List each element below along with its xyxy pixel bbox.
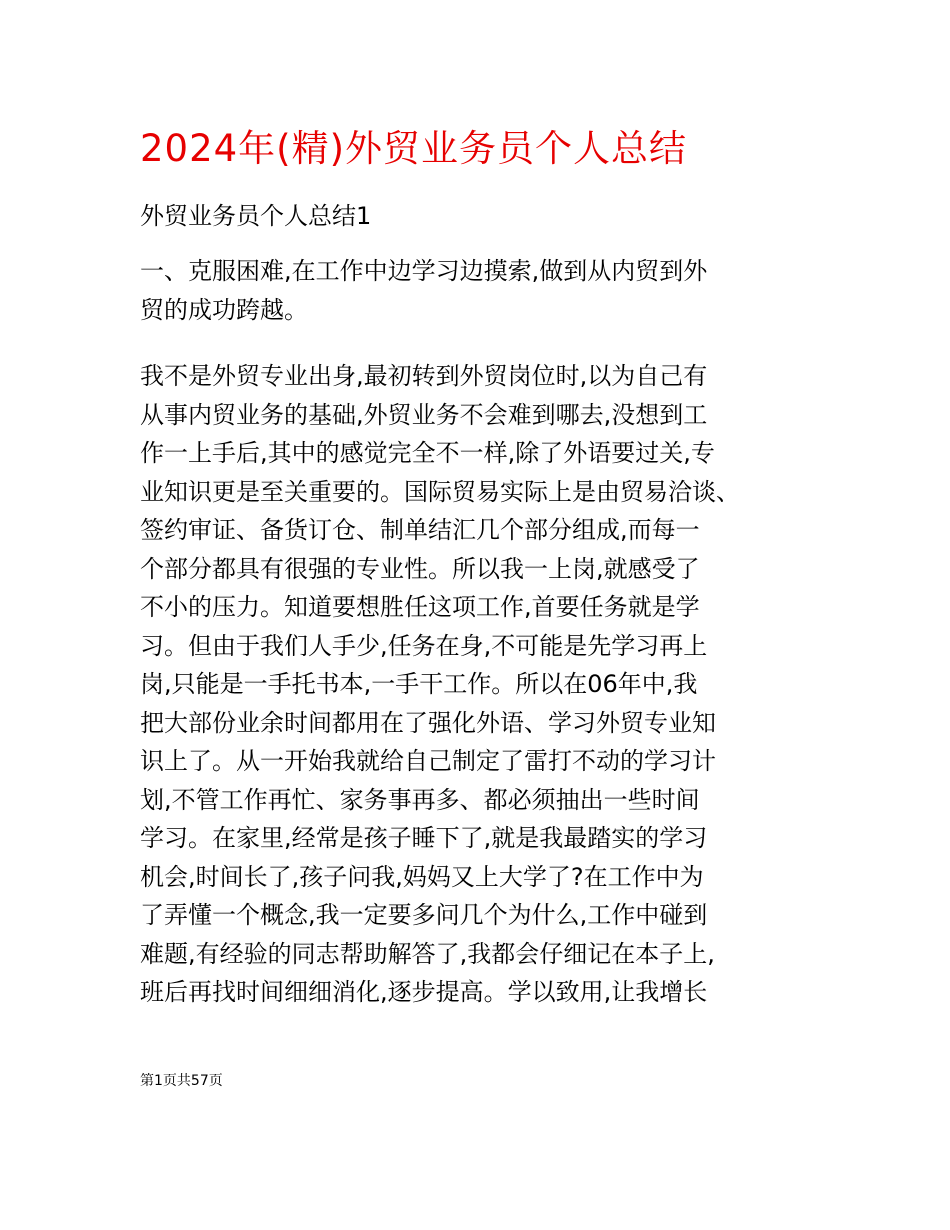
paragraph-2	[140, 357, 830, 1012]
text-line: 划,不管工作再忙、家务事再多、都必须抽出一些时间	[140, 785, 700, 814]
text-line: 作一上手后,其中的感觉完全不一样,除了外语要过关,专	[140, 439, 715, 467]
text-line: 不小的压力。知道要想胜任这项工作,首要任务就是学	[140, 593, 700, 621]
text-line: 难题,有经验的同志帮助解答了,我都会仔细记在本子上,	[140, 939, 715, 968]
text-line: 业知识更是至关重要的。国际贸易实际上是由贸易洽谈、	[140, 477, 740, 506]
page-footer: 第1页共57页	[140, 1073, 223, 1089]
text-line: 了弄懂一个概念,我一定要多问几个为什么,工作中碰到	[140, 901, 708, 929]
text-line: 一、克服困难,在工作中边学习边摸索,做到从内贸到外	[140, 257, 708, 285]
text-line: 学习。在家里,经常是孩子睡下了,就是我最踏实的学习	[140, 824, 708, 852]
text-line: 岗,只能是一手托书本,一手干工作。所以在06年中,我	[140, 670, 698, 698]
text-line: 习。但由于我们人手少,任务在身,不可能是先学习再上	[140, 631, 708, 660]
text-line: 机会,时间长了,孩子问我,妈妈又上大学了?在工作中为	[140, 862, 704, 891]
document-title: 2024年(精)外贸业务员个人总结	[140, 127, 688, 170]
text-line: 个部分都具有很强的专业性。所以我一上岗,就感受了	[140, 554, 700, 583]
paragraph-1	[140, 252, 830, 329]
text-line: 识上了。从一开始我就给自己制定了雷打不动的学习计	[140, 747, 716, 775]
text-line: 把大部份业余时间都用在了强化外语、学习外贸专业知	[140, 708, 716, 737]
text-line: 我不是外贸专业出身,最初转到外贸岗位时,以为自己有	[140, 362, 708, 390]
text-line: 贸的成功跨越。	[140, 295, 308, 324]
text-line: 从事内贸业务的基础,外贸业务不会难到哪去,没想到工	[140, 400, 708, 429]
section-heading: 外贸业务员个人总结1	[140, 202, 372, 230]
text-line: 班后再找时间细细消化,逐步提高。学以致用,让我增长	[140, 978, 708, 1006]
text-line: 签约审证、备货订仓、制单结汇几个部分组成,而每一	[140, 516, 700, 544]
